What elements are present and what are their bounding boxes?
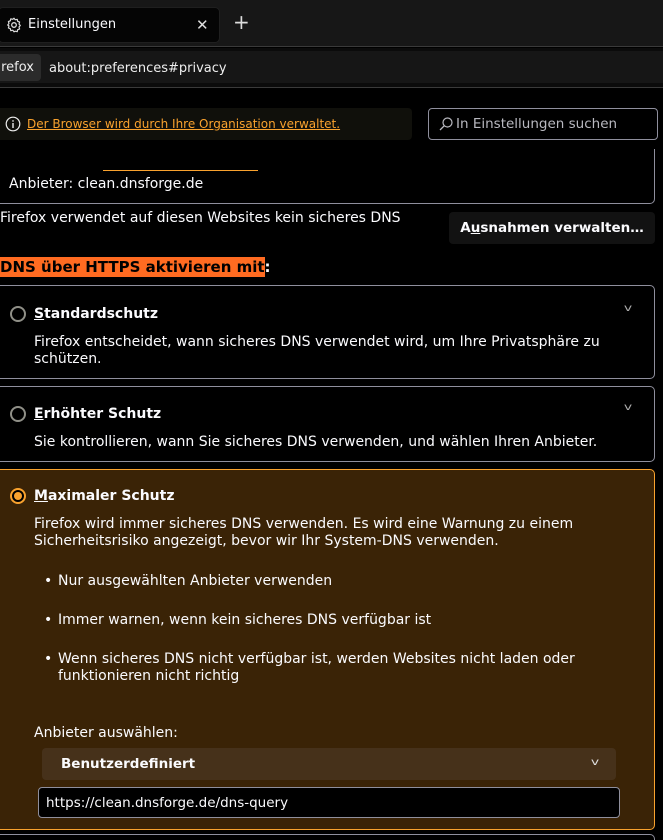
option-title: Maximaler Schutz xyxy=(34,488,175,504)
option-description: Sie kontrollieren, wann Sie sicheres DNS verwenden, und wählen Ihren Anbieter. xyxy=(34,434,598,450)
doh-heading-highlight: DNS über HTTPS aktivieren mit xyxy=(0,258,265,276)
option-title: Standardschutz xyxy=(34,306,159,322)
chevron-down-icon[interactable]: v xyxy=(623,303,633,314)
tab-bar xyxy=(0,0,663,47)
chevron-down-icon[interactable]: v xyxy=(623,402,633,413)
provider-select[interactable] xyxy=(42,748,616,780)
provider-select-label: Anbieter auswählen: xyxy=(34,725,178,741)
next-option-box xyxy=(0,834,655,840)
search-icon xyxy=(438,116,454,132)
plus-icon[interactable]: + xyxy=(233,10,250,34)
search-box[interactable] xyxy=(428,108,658,140)
preferences-content xyxy=(0,89,663,840)
gear-icon xyxy=(6,17,22,33)
custom-doh-url-input[interactable] xyxy=(38,787,620,818)
option-description: Firefox entscheidet, wann sicheres DNS verwendet wird, um Ihre Privatsphäre zu schützen. xyxy=(34,334,600,367)
info-icon xyxy=(5,116,21,132)
exceptions-text: Firefox verwendet auf diesen Websites kein sicheres DNS xyxy=(0,210,401,226)
button-label-part: A xyxy=(460,220,471,236)
identity-box[interactable]: refox xyxy=(0,54,41,81)
list-item: • Wenn sicheres DNS nicht verfügbar ist, werden Websites nicht laden oder funktionieren nicht richtig xyxy=(44,651,604,685)
radio-increased[interactable] xyxy=(10,406,26,422)
button-label-part: snahmen verwalten… xyxy=(480,220,644,236)
provider-select-value: Benutzerdefiniert xyxy=(61,756,196,772)
provider-status-text: Anbieter: clean.dnsforge.de xyxy=(9,176,204,192)
focus-indicator xyxy=(103,170,258,171)
nav-bar xyxy=(0,48,663,88)
url-text[interactable]: about:preferences#privacy xyxy=(49,61,227,76)
manage-exceptions-button[interactable] xyxy=(449,212,655,244)
tab-title: Einstellungen xyxy=(28,17,117,32)
button-accesskey: u xyxy=(470,220,481,236)
doh-heading-colon: : xyxy=(264,258,271,276)
search-input[interactable] xyxy=(456,114,651,134)
radio-default[interactable] xyxy=(10,306,26,322)
radio-max[interactable] xyxy=(10,488,26,504)
option-description: Firefox wird immer sicheres DNS verwenden. Es wird eine Warnung zu einem Sicherheitsrisiko angezeigt, bevor wir Ihr System-DNS verwenden. xyxy=(34,516,574,549)
chevron-down-icon: v xyxy=(590,757,600,768)
doh-heading xyxy=(0,258,271,276)
policy-notice xyxy=(0,108,412,140)
list-item: • Immer warnen, wenn kein sicheres DNS verfügbar ist xyxy=(44,612,604,629)
tab-settings[interactable] xyxy=(0,7,220,43)
doh-option-default[interactable] xyxy=(0,285,655,379)
option-title: Erhöhter Schutz xyxy=(34,406,162,422)
list-item: • Nur ausgewählten Anbieter verwenden xyxy=(44,573,604,590)
close-icon[interactable]: ✕ xyxy=(196,16,209,34)
policy-link[interactable]: Der Browser wird durch Ihre Organisation verwaltet. xyxy=(27,117,341,131)
doh-option-increased[interactable] xyxy=(0,386,655,462)
url-bar[interactable] xyxy=(0,51,663,83)
doh-option-max[interactable] xyxy=(0,469,655,830)
